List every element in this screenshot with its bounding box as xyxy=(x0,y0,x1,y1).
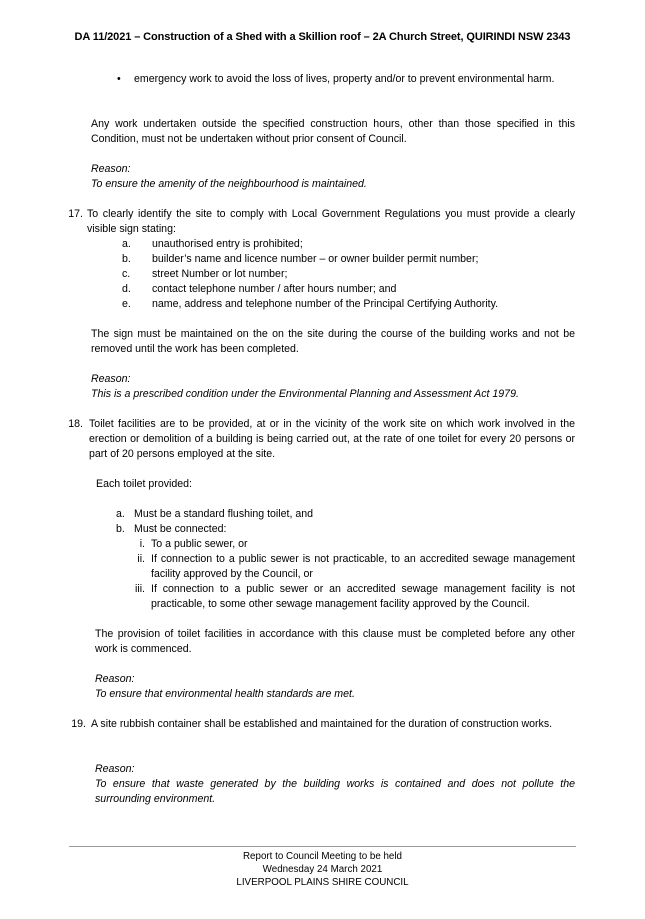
bullet-text: emergency work to avoid the loss of lives, property and/or to prevent environmental harm. xyxy=(134,73,555,85)
list-item-text: Must be a standard flushing toilet, and xyxy=(134,508,314,520)
list-item-text: contact telephone number / after hours number; and xyxy=(152,283,397,295)
sublist-item-label: iii. xyxy=(134,583,145,595)
reason-text: To ensure the amenity of the neighbourhood is maintained. xyxy=(91,178,367,190)
condition-number: 19. xyxy=(71,718,86,730)
reason-text: To ensure that environmental health standards are met. xyxy=(95,688,355,700)
condition-number: 18. xyxy=(68,418,83,430)
condition-19-text: A site rubbish container shall be established and maintained for the duration of construction works. xyxy=(91,718,553,730)
footer-line-1: Report to Council Meeting to be held xyxy=(242,851,403,862)
list-item-text: unauthorised entry is prohibited; xyxy=(152,238,303,250)
sublist-item-label: ii. xyxy=(137,553,145,565)
reason-text: This is a prescribed condition under the Environmental Planning and Assessment Act 1979. xyxy=(91,388,519,400)
sublist-item-text: If connection to a public sewer or an accredited sewage management facility is not practicable, to some other sewage management facility approved by the Council. xyxy=(151,583,575,610)
list-item-label: b. xyxy=(122,253,131,265)
construction-hours-paragraph: Any work undertaken outside the specified construction hours, other than those specified in this Condition, must not be undertaken without prior consent of Council. xyxy=(91,118,575,145)
list-item-text: name, address and telephone number of the Principal Certifying Authority. xyxy=(152,298,499,310)
list-item-label: d. xyxy=(122,283,131,295)
condition-18-text: Toilet facilities are to be provided, at or in the vicinity of the work site on which work involved in the erection or demolition of a building is being carried out, at the rate of one toilet for every 20 persons or part of 20 persons employed at the site. xyxy=(89,418,575,460)
toilet-provision-paragraph: The provision of toilet facilities in accordance with this clause must be completed before any other work is commenced. xyxy=(95,628,575,655)
reason-text: To ensure that waste generated by the building works is contained and does not pollute the surrounding environment. xyxy=(95,778,575,805)
footer-line-3: LIVERPOOL PLAINS SHIRE COUNCIL xyxy=(236,877,409,888)
list-item-label: e. xyxy=(122,298,131,310)
sublist-item-text: If connection to a public sewer is not practicable, to an accredited sewage management facility approved by the Council, or xyxy=(151,553,575,580)
list-item-text: Must be connected: xyxy=(134,523,227,535)
sublist-item-label: i. xyxy=(139,538,145,550)
list-item-label: a. xyxy=(122,238,131,250)
page-header: DA 11/2021 – Construction of a Shed with a Skillion roof – 2A Church Street, QUIRINDI NSW 2343 xyxy=(74,31,571,43)
list-item-label: b. xyxy=(116,523,125,535)
bullet-icon: • xyxy=(117,73,121,85)
list-item-text: builder’s name and licence number – or owner builder permit number; xyxy=(152,253,479,265)
reason-label: Reason: xyxy=(95,763,135,775)
condition-17-text: To clearly identify the site to comply with Local Government Regulations you must provide a clearly visible sign stating: xyxy=(87,208,575,235)
footer-line-2: Wednesday 24 March 2021 xyxy=(262,864,383,875)
list-item-label: a. xyxy=(116,508,125,520)
reason-label: Reason: xyxy=(91,373,131,385)
sublist-item-text: To a public sewer, or xyxy=(151,538,248,550)
each-toilet-label: Each toilet provided: xyxy=(96,478,192,490)
list-item-text: street Number or lot number; xyxy=(152,268,288,280)
condition-number: 17. xyxy=(68,208,83,220)
sign-paragraph: The sign must be maintained on the on the site during the course of the building works and not be removed until the work has been completed. xyxy=(91,328,575,355)
reason-label: Reason: xyxy=(91,163,131,175)
footer-divider xyxy=(69,846,576,847)
reason-label: Reason: xyxy=(95,673,135,685)
list-item-label: c. xyxy=(122,268,131,280)
